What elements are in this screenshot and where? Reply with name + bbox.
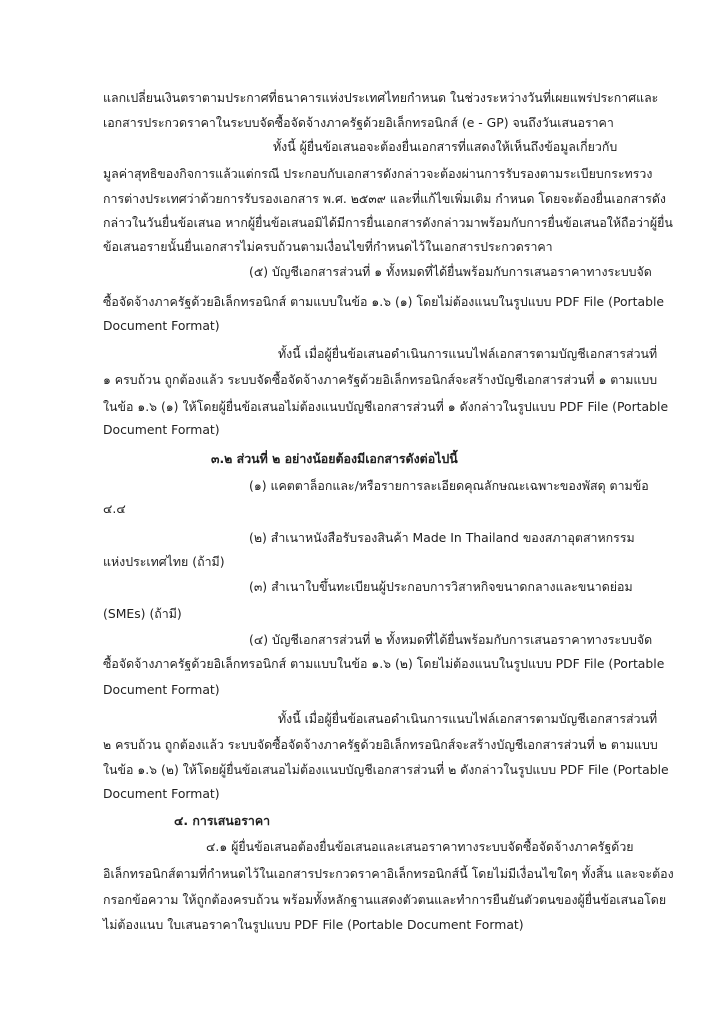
text-line: ๔.๑ ผู้ยื่นข้อเสนอต้องยื่นข้อเสนอและเสนอราคาทางระบบจัดซื้อจัดจ้างภาครัฐด้วย <box>206 839 634 854</box>
text-line: ในข้อ ๑.๖ (๑) ให้โดยผู้ยื่นข้อเสนอไม่ต้องแนบบัญชีเอกสารส่วนที่ ๑ ดังกล่าวในรูปแบบ PDF File (Portable <box>103 399 669 414</box>
text-line: ทั้งนี้ เมื่อผู้ยื่นข้อเสนอดำเนินการแนบไฟล์เอกสารตามบัญชีเอกสารส่วนที่ <box>278 711 658 726</box>
list-item: (๓) สำเนาใบขึ้นทะเบียนผู้ประกอบการวิสาหกิจขนาดกลางและขนาดย่อม <box>249 579 633 594</box>
text-line: ซื้อจัดจ้างภาครัฐด้วยอิเล็กทรอนิกส์ ตามแบบในข้อ ๑.๖ (๒) โดยไม่ต้องแนบในรูปแบบ PDF File (Portable <box>103 656 665 671</box>
text-line: (SMEs) (ถ้ามี) <box>103 606 182 621</box>
text-line: ทั้งนี้ เมื่อผู้ยื่นข้อเสนอดำเนินการแนบไฟล์เอกสารตามบัญชีเอกสารส่วนที่ <box>278 346 658 361</box>
text-line: ในข้อ ๑.๖ (๒) ให้โดยผู้ยื่นข้อเสนอไม่ต้องแนบบัญชีเอกสารส่วนที่ ๒ ดังกล่าวในรูปแบบ PDF File (Portable <box>103 762 669 777</box>
list-item: (๑) แคตตาล็อกและ/หรือรายการละเอียดคุณลักษณะเฉพาะของพัสดุ ตามข้อ <box>249 478 649 493</box>
text-line: Document Format) <box>103 318 220 333</box>
text-line: ซื้อจัดจ้างภาครัฐด้วยอิเล็กทรอนิกส์ ตามแบบในข้อ ๑.๖ (๑) โดยไม่ต้องแนบในรูปแบบ PDF File (Portable <box>103 294 665 309</box>
section-heading: ๔. การเสนอราคา <box>174 813 271 828</box>
text-line: ๑ ครบถ้วน ถูกต้องแล้ว ระบบจัดซื้อจัดจ้างภาครัฐด้วยอิเล็กทรอนิกส์จะสร้างบัญชีเอกสารส่วนที่ ๑ ตามแบบ <box>103 372 658 387</box>
text-line: เอกสารประกวดราคาในระบบจัดซื้อจัดจ้างภาครัฐด้วยอิเล็กทรอนิกส์ (e - GP) จนถึงวันเสนอราคา <box>103 115 614 130</box>
text-line: มูลค่าสุทธิของกิจการแล้วแต่กรณี ประกอบกับเอกสารดังกล่าวจะต้องผ่านการรับรองตามระเบียบกระทรวง <box>103 166 653 181</box>
text-line: แลกเปลี่ยนเงินตราตามประกาศที่ธนาคารแห่งประเทศไทยกำหนด ในช่วงระหว่างวันที่เผยแพร่ประกาศและ <box>103 90 659 105</box>
text-line: กรอกข้อความ ให้ถูกต้องครบถ้วน พร้อมทั้งหลักฐานแสดงตัวตนและทำการยืนยันตัวตนของผู้ยื่นข้อเสนอโดย <box>103 892 667 907</box>
text-line: ๔.๔ <box>103 501 126 516</box>
text-line: ๒ ครบถ้วน ถูกต้องแล้ว ระบบจัดซื้อจัดจ้างภาครัฐด้วยอิเล็กทรอนิกส์จะสร้างบัญชีเอกสารส่วนที่ ๒ ตามแบบ <box>103 737 658 752</box>
text-line: การต่างประเทศว่าด้วยการรับรองเอกสาร พ.ศ. ๒๕๓๙ และที่แก้ไขเพิ่มเติม กำหนด โดยจะต้องยื่นเอกสารดัง <box>103 191 666 206</box>
text-line: Document Format) <box>103 786 220 801</box>
text-line: แห่งประเทศไทย (ถ้ามี) <box>103 554 225 569</box>
section-heading: ๓.๒ ส่วนที่ ๒ อย่างน้อยต้องมีเอกสารดังต่อไปนี้ <box>211 451 458 466</box>
text-line: ไม่ต้องแนบ ใบเสนอราคาในรูปแบบ PDF File (Portable Document Format) <box>103 917 524 932</box>
text-line: ทั้งนี้ ผู้ยื่นข้อเสนอจะต้องยื่นเอกสารที่แสดงให้เห็นถึงข้อมูลเกี่ยวกับ <box>273 139 618 154</box>
list-item: (๔) บัญชีเอกสารส่วนที่ ๒ ทั้งหมดที่ได้ยื่นพร้อมกับการเสนอราคาทางระบบจัด <box>249 632 653 647</box>
text-line: Document Format) <box>103 422 220 437</box>
text-line: อิเล็กทรอนิกส์ตามที่กำหนดไว้ในเอกสารประกวดราคาอิเล็กทรอนิกส์นี้ โดยไม่มีเงื่อนไขใดๆ ทั้งสิ้น และจะต้อง <box>103 866 674 881</box>
text-line: Document Format) <box>103 682 220 697</box>
text-line: กล่าวในวันยื่นข้อเสนอ หากผู้ยื่นข้อเสนอมิได้มีการยื่นเอกสารดังกล่าวมาพร้อมกับการยื่นข้อเสนอให้ถือว่าผู้ยื่น <box>103 215 673 230</box>
list-item: (๕) บัญชีเอกสารส่วนที่ ๑ ทั้งหมดที่ได้ยื่นพร้อมกับการเสนอราคาทางระบบจัด <box>249 264 652 279</box>
list-item: (๒) สำเนาหนังสือรับรองสินค้า Made In Thailand ของสภาอุตสาหกรรม <box>249 530 635 545</box>
text-line: ข้อเสนอรายนั้นยื่นเอกสารไม่ครบถ้วนตามเงื่อนไขที่กำหนดไว้ในเอกสารประกวดราคา <box>103 239 553 254</box>
